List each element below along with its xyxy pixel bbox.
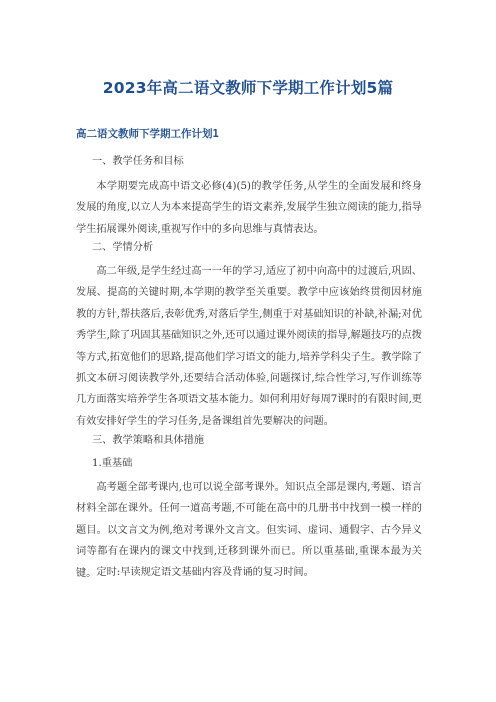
- section-heading-analysis: 二、学情分析: [92, 242, 154, 253]
- document-title: 2023年高二语文教师下学期工作计划5篇: [102, 79, 394, 97]
- section-heading-goals: 一、教学任务和目标: [92, 156, 184, 167]
- subsection-heading-basics: 1.重基础: [92, 458, 133, 469]
- section-paragraph-goals: 本学期要完成高中语文必修(4)(5)的教学任务,从学生的全面发展和终身发展的角度,以立人为本来提高学生的语文素养,发展学生独立阅读的能力,指导学生拓展课外阅读,重视写作中的多向思维与真情表达。: [76, 181, 422, 235]
- subsection-note-timing: 定时:早读规定语文基础内容及背诵的复习时间。: [96, 567, 314, 578]
- subsection-paragraph-basics: 高考题全部考课内,也可以说全部考课外。知识点全部是课内,考题、语言材料全部在课外。任何一道高考题,不可能在高中的几册书中找到一模一样的题目。以文言文为例,绝对考课外文言文。但实词、虚词、通假字、古今异义词等都有在课内的课文中找到,迁移到课外而已。所以重基础,重课本最为关键。: [76, 482, 422, 579]
- section-heading-strategy: 三、教学策略和具体措施: [92, 435, 205, 446]
- section-paragraph-analysis: 高二年级,是学生经过高一一年的学习,适应了初中向高中的过渡后,巩固、发展、提高的关键时期,本学期的教学至关重要。教学中应该始终贯彻因材施教的方针,帮扶落后,表彰优秀,对落后学生,侧重于对基础知识的补缺,补漏;对优秀学生,除了巩固其基础知识之外,还可以通过课外阅读的指导,解题技巧的点拨等方式,拓宽他们的思路,提高他们学习语文的能力,培养学科尖子生。教学除了抓文本研习阅读教学外,还要结合活动体验,问题探讨,综合性学习,写作训练等几方面落实培养学生各项语文基本能力。如何利用好每周7课时的有限时间,更有效安排好学生的学习任务,是备课组首先要解决的问题。: [76, 266, 422, 427]
- document-subtitle: 高二语文教师下学期工作计划1: [76, 128, 219, 140]
